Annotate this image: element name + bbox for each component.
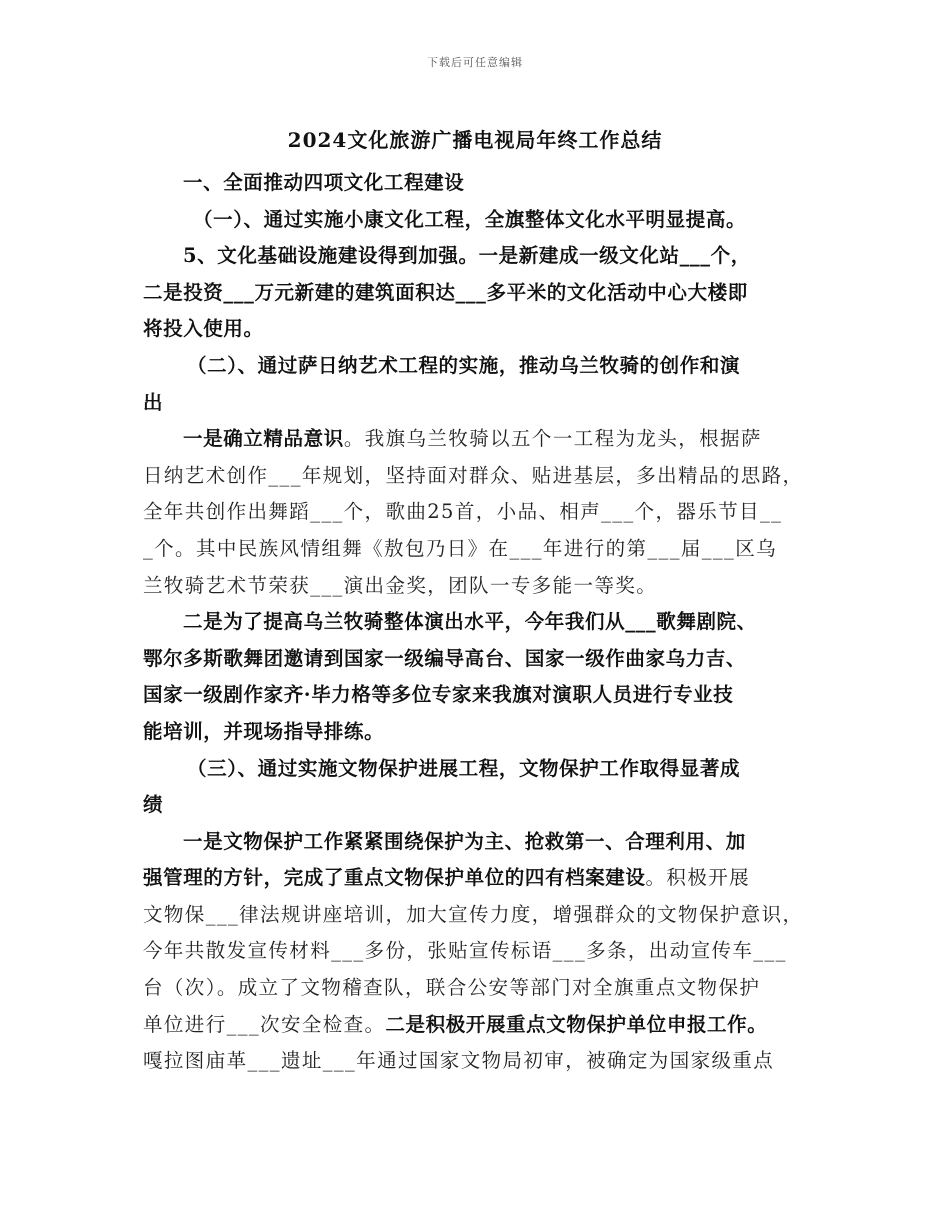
subsection-heading-3 [143,751,811,824]
paragraph-text: 。积极开展 [645,866,751,890]
paragraph-line: 台（次）。成立了文物稽查队，联合公安等部门对全旗重点文物保护 [143,976,761,1000]
paragraph-line: 一是文物保护工作紧紧围绕保护为主、抢救第一、合理利用、加 [183,829,746,853]
paragraph-line: 日纳艺术创作___年规划，坚持面对群众、贴进基层，多出精品的思路， [143,463,804,487]
paragraph-text: 单位进行___次安全检查。 [143,1012,386,1036]
heading-line: （三）、通过实施文物保护进展工程，文物保护工作取得显著成 [187,756,741,780]
subsection-heading-1: （一）、通过实施小康文化工程，全旗整体文化水平明显提高。 [193,207,747,231]
heading-line: 出 [143,390,164,414]
paragraph-line: 将投入使用。 [143,317,264,341]
paragraph-quality [143,421,811,604]
paragraph-line [143,860,811,897]
paragraph-line [143,1007,811,1044]
paragraph-line: 嘎拉图庙革___遗址___年通过国家文物局初审，被确定为国家级重点 [143,1049,775,1073]
paragraph-line: 二是投资___万元新建的建筑面积达___多平米的文化活动中心大楼即 [143,280,748,304]
paragraph-line [143,421,811,458]
paragraph-infrastructure [143,238,811,348]
paragraph-training [143,604,811,750]
paragraph-line: 兰牧骑艺术节荣获___演出金奖，团队一专多能一等奖。 [143,573,658,597]
section-heading: 一、全面推动四项文化工程建设 [183,171,465,194]
paragraph-line: 鄂尔多斯歌舞团邀请到国家一级编导高台、国家一级作曲家乌力吉、 [143,646,747,670]
paragraph-line: 能培训，并现场指导排练。 [143,719,385,743]
paragraph-line: 全年共创作出舞蹈___个，歌曲25首，小品、相声___个，器乐节目__ [143,500,783,524]
paragraph-line: 今年共散发宣传材料___多份，张贴宣传标语___多条，出动宣传车___ [143,939,787,963]
paragraph-line: 国家一级剧作家齐·毕力格等多位专家来我旗对演职人员进行专业技 [143,683,734,707]
paragraph-lead: 一是确立精品意识 [183,427,344,451]
paragraph-line: 5、文化基础设施建设得到加强。一是新建成一级文化站___个， [183,244,751,268]
paragraph-relics [143,824,811,1080]
heading-line: 绩 [143,793,164,817]
header-note: 下载后可任意编辑 [427,56,523,69]
paragraph-line: _个。其中民族风情组舞《敖包乃日》在___年进行的第___届___区乌 [143,536,778,560]
document-body [143,165,811,1080]
paragraph-bold-text: 二是积极开展重点文物保护单位申报工作。 [385,1012,768,1036]
paragraph-text: 。我旗乌兰牧骑以五个一工程为龙头，根据萨 [343,427,762,451]
paragraph-line: 二是为了提高乌兰牧骑整体演出水平，今年我们从___歌舞剧院、 [183,610,757,634]
document-title: 2024文化旅游广播电视局年终工作总结 [287,128,663,152]
subsection-heading-2 [143,348,811,421]
heading-line: （二）、通过萨日纳艺术工程的实施，推动乌兰牧骑的创作和演 [187,353,741,377]
paragraph-line: 文物保___律法规讲座培训，加大宣传力度，增强群众的文物保护意识， [143,902,804,926]
paragraph-bold-text: 强管理的方针，完成了重点文物保护单位的四有档案建设 [143,866,646,890]
